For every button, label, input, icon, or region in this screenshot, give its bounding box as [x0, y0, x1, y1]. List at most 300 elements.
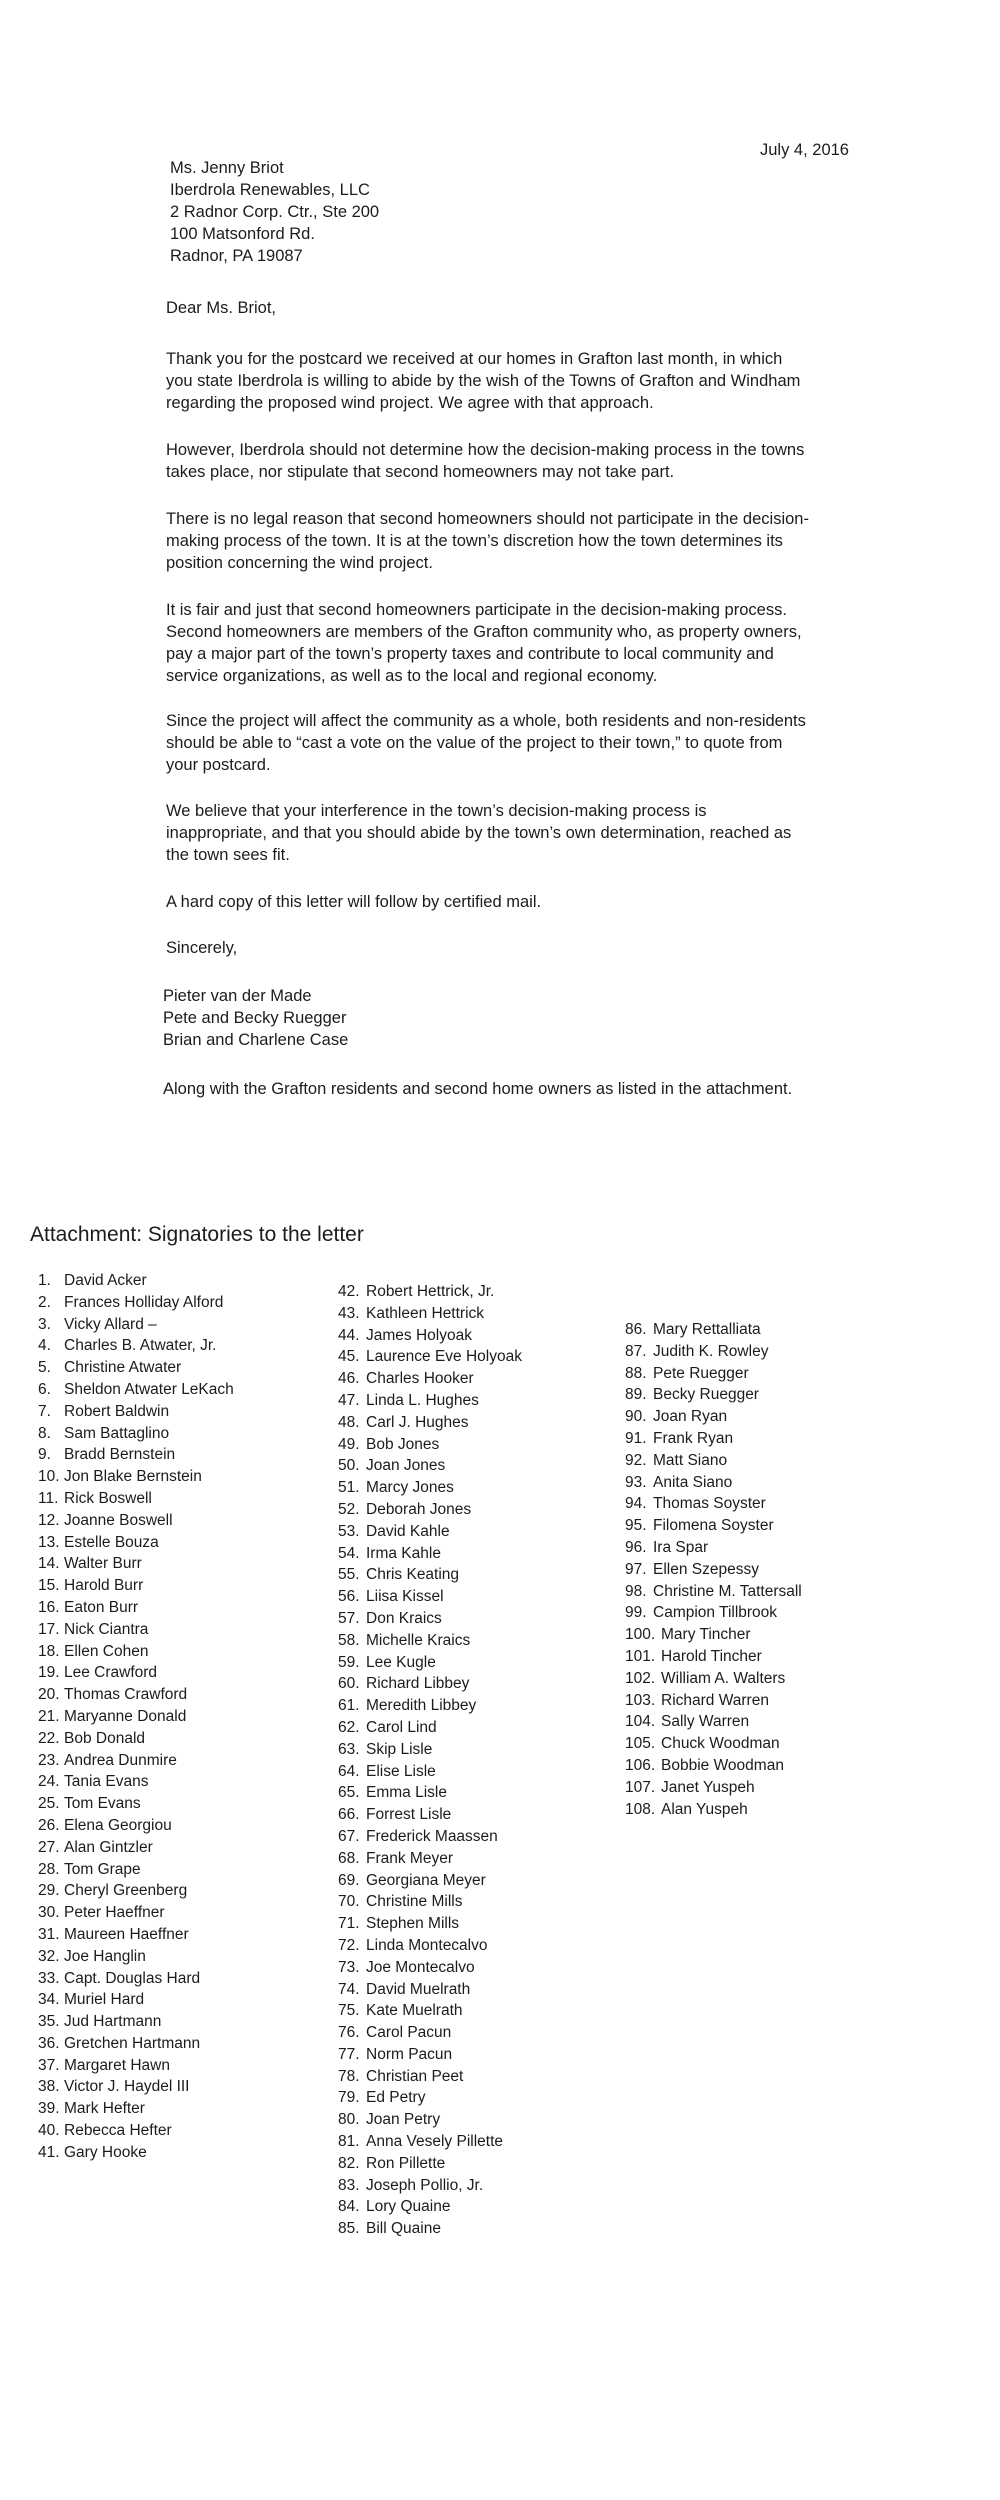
signatory-number: 9.	[38, 1446, 51, 1464]
signatory-number: 25.	[38, 1795, 60, 1813]
signatory-name: Rebecca Hefter	[64, 2122, 172, 2140]
signatory-name: Don Kraics	[366, 1609, 442, 1627]
signatory-name: Irma Kahle	[366, 1544, 441, 1562]
signatory-name: Charles Hooker	[366, 1370, 474, 1388]
signatory-item	[38, 1946, 234, 1968]
signatory-item	[338, 1543, 522, 1565]
signatory-number: 102.	[625, 1669, 656, 1687]
paragraph-line: regarding the proposed wind project. We agree with that approach.	[166, 394, 654, 412]
signatory-number: 65.	[338, 1784, 360, 1802]
signatory-name: Victor J. Haydel III	[64, 2078, 190, 2096]
signatory-number: 4.	[38, 1337, 51, 1355]
address-line: Radnor, PA 19087	[170, 247, 303, 265]
address-line: Iberdrola Renewables, LLC	[170, 181, 370, 199]
signatory-item	[625, 1799, 802, 1821]
signatory-number: 7.	[38, 1402, 51, 1420]
signatory-number: 42.	[338, 1283, 360, 1300]
signatory-name: Harold Burr	[64, 1577, 144, 1595]
signatory-item	[338, 2131, 522, 2153]
signatory-name: Frank Ryan	[653, 1429, 734, 1447]
signatory-number: 98.	[625, 1582, 647, 1600]
signatory-name: Tom Grape	[64, 1860, 141, 1878]
signatory-number: 78.	[338, 2067, 360, 2085]
signatory-number: 38.	[38, 2078, 60, 2096]
signatory-number: 56.	[338, 1588, 360, 1606]
signatory-number: 43.	[338, 1304, 360, 1322]
signatory-number: 71.	[338, 1915, 360, 1933]
signatory-item	[338, 1499, 522, 1521]
signatory-item	[338, 1891, 522, 1913]
signatory-item	[338, 1325, 522, 1347]
signatory-item	[338, 1390, 522, 1412]
signatory-item	[338, 1761, 522, 1783]
signatory-name: Joseph Pollio, Jr.	[366, 2176, 484, 2194]
signatory-number: 2.	[38, 1293, 51, 1311]
signatory-name: Estelle Bouza	[64, 1533, 159, 1551]
signatory-name: James Holyoak	[366, 1326, 472, 1344]
signatory-name: Gary Hooke	[64, 2143, 147, 2161]
signatory-number: 100.	[625, 1626, 656, 1644]
signatory-name: Thomas Crawford	[64, 1686, 188, 1704]
signatory-item	[338, 1979, 522, 2001]
signatory-name: Laurence Eve Holyoak	[366, 1348, 522, 1366]
signatory-number: 49.	[338, 1435, 360, 1453]
signatory-item	[38, 2011, 234, 2033]
signatory-number: 91.	[625, 1429, 647, 1447]
signatory-name: Ed Petry	[366, 2089, 426, 2107]
signatory-name: Alan Yuspeh	[661, 1800, 748, 1818]
signatory-item	[38, 1357, 234, 1379]
signatory-number: 19.	[38, 1664, 60, 1682]
signatory-item	[338, 1673, 522, 1695]
signatory-item	[38, 2098, 234, 2120]
signatory-item	[38, 1597, 234, 1619]
signatory-name: Richard Libbey	[366, 1675, 470, 1693]
signatory-name: Sam Battaglino	[64, 1424, 170, 1442]
signatory-number: 39.	[38, 2100, 60, 2118]
signatory-number: 103.	[625, 1691, 656, 1709]
signatory-name: Bob Donald	[64, 1729, 146, 1747]
signatory-name: Mark Hefter	[64, 2100, 145, 2118]
signatory-item	[625, 1668, 802, 1690]
signatory-name: Vicky Allard –	[64, 1315, 157, 1333]
signatory-item	[338, 1281, 522, 1303]
signatory-item	[625, 1559, 802, 1581]
signatory-number: 76.	[338, 2024, 360, 2042]
signatory-number: 72.	[338, 1936, 360, 1954]
signatory-name: Andrea Dunmire	[64, 1751, 177, 1769]
signatory-number: 89.	[625, 1386, 647, 1404]
body-paragraph	[166, 439, 866, 483]
signatory-name: Tania Evans	[64, 1773, 149, 1791]
signatory-number: 33.	[38, 1969, 60, 1987]
signatory-name: Filomena Soyster	[653, 1517, 774, 1535]
signatory-name: Alan Gintzler	[64, 1838, 153, 1856]
signatory-item	[338, 2109, 522, 2131]
signatory-name: Capt. Douglas Hard	[64, 1969, 201, 1987]
signatory-number: 22.	[38, 1729, 60, 1747]
signatory-number: 63.	[338, 1740, 360, 1758]
signatory-name: Michelle Kraics	[366, 1631, 471, 1649]
paragraph-line: takes place, nor stipulate that second homeowners may not take part.	[166, 463, 675, 481]
signatory-number: 36.	[38, 2034, 60, 2052]
signer-name: Pieter van der Made	[163, 987, 312, 1005]
signatory-item	[38, 1968, 234, 1990]
signatory-name: Bill Quaine	[366, 2220, 441, 2238]
signatory-name: Harold Tincher	[661, 1647, 762, 1665]
signatory-number: 83.	[338, 2176, 360, 2194]
paragraph-line: Second homeowners are members of the Grafton community who, as property owners,	[166, 623, 802, 641]
body-paragraph	[166, 599, 866, 687]
signatory-name: Sheldon Atwater LeKach	[64, 1380, 234, 1398]
signatory-item	[38, 1837, 234, 1859]
signatory-number: 23.	[38, 1751, 60, 1769]
signatory-name: Muriel Hard	[64, 1991, 145, 2009]
signatory-item	[338, 2022, 522, 2044]
signatory-item	[338, 2196, 522, 2218]
signatory-name: Cheryl Greenberg	[64, 1882, 188, 1900]
signatory-number: 30.	[38, 1904, 60, 1922]
signatory-name: Liisa Kissel	[366, 1588, 444, 1606]
paragraph-line: There is no legal reason that second homeowners should not participate in the decision-	[166, 510, 809, 528]
signatory-number: 18.	[38, 1642, 60, 1660]
signatory-number: 47.	[338, 1391, 360, 1409]
signatory-item	[338, 1303, 522, 1325]
signatory-name: Norm Pacun	[366, 2045, 453, 2063]
signatory-item	[338, 1434, 522, 1456]
signatory-number: 73.	[338, 1958, 360, 1976]
signatory-item	[38, 1684, 234, 1706]
signatory-number: 10.	[38, 1468, 60, 1486]
signatory-name: Peter Haeffner	[64, 1904, 165, 1922]
signatory-number: 77.	[338, 2045, 360, 2063]
signatory-item	[338, 1586, 522, 1608]
signatory-name: Joan Jones	[366, 1457, 446, 1475]
signatory-name: Christine M. Tattersall	[653, 1582, 802, 1600]
signatory-name: Frank Meyer	[366, 1849, 453, 1867]
signatory-number: 16.	[38, 1598, 60, 1616]
signatory-number: 35.	[38, 2013, 60, 2031]
signatory-item	[38, 1423, 234, 1445]
paragraph-line: service organizations, as well as to the local and regional economy.	[166, 667, 658, 685]
signatory-item	[38, 1466, 234, 1488]
signatory-item	[338, 1804, 522, 1826]
signatory-name: Becky Ruegger	[653, 1386, 759, 1404]
signatory-item	[38, 1815, 234, 1837]
signatory-item	[338, 2218, 522, 2240]
signatory-number: 105.	[625, 1735, 656, 1753]
signatory-item	[38, 1880, 234, 1902]
signatory-number: 84.	[338, 2198, 360, 2216]
signatory-number: 80.	[338, 2111, 360, 2129]
signatory-item	[38, 2142, 234, 2164]
signatory-item	[625, 1493, 802, 1515]
signatory-item	[338, 1935, 522, 1957]
address-line: 100 Matsonford Rd.	[170, 225, 315, 243]
signatory-item	[38, 1292, 234, 1314]
signatory-number: 88.	[625, 1364, 647, 1382]
signatory-item	[38, 1553, 234, 1575]
signatory-name: Margaret Hawn	[64, 2056, 170, 2074]
signatory-item	[338, 1848, 522, 1870]
signatory-name: Janet Yuspeh	[661, 1778, 755, 1796]
signatory-name: Marcy Jones	[366, 1479, 454, 1497]
signatory-item	[625, 1624, 802, 1646]
signatory-name: Anna Vesely Pillette	[366, 2133, 504, 2151]
paragraph-line: We believe that your interference in the town’s decision-making process is	[166, 802, 707, 820]
signatory-name: David Kahle	[366, 1522, 450, 1540]
body-paragraph	[166, 348, 866, 414]
signatory-name: Linda Montecalvo	[366, 1936, 488, 1954]
signatory-name: Sally Warren	[661, 1713, 750, 1731]
signatory-item	[625, 1755, 802, 1777]
paragraph-line: inappropriate, and that you should abide by the town’s own determination, reached as	[166, 824, 792, 842]
signatory-number: 62.	[338, 1718, 360, 1736]
signatory-number: 48.	[338, 1413, 360, 1431]
signatory-item	[38, 2120, 234, 2142]
signatory-item	[338, 1455, 522, 1477]
signatory-name: Frances Holliday Alford	[64, 1293, 224, 1311]
signatory-name: Deborah Jones	[366, 1500, 472, 1518]
signatory-item	[338, 2175, 522, 2197]
signatory-name: Christine Atwater	[64, 1359, 182, 1377]
signatory-name: Eaton Burr	[64, 1598, 139, 1616]
signatory-name: Jud Hartmann	[64, 2013, 162, 2031]
signatory-item	[38, 1859, 234, 1881]
signatory-name: Linda L. Hughes	[366, 1391, 479, 1409]
signatory-number: 97.	[625, 1560, 647, 1578]
letter-date: July 4, 2016	[760, 141, 849, 159]
signatory-item	[38, 1314, 234, 1336]
signatory-number: 31.	[38, 1925, 60, 1943]
paragraph-line: position concerning the wind project.	[166, 554, 433, 572]
signatory-number: 69.	[338, 1871, 360, 1889]
signatory-number: 20.	[38, 1686, 60, 1704]
signatory-name: Kate Muelrath	[366, 2002, 463, 2020]
signatory-item	[338, 1652, 522, 1674]
signatory-number: 74.	[338, 1980, 360, 1998]
signatory-item	[338, 1477, 522, 1499]
signatory-number: 28.	[38, 1860, 60, 1878]
signatory-item	[38, 1401, 234, 1423]
signatory-item	[338, 1739, 522, 1761]
signatory-name: Carol Pacun	[366, 2024, 452, 2042]
signatory-item	[338, 2044, 522, 2066]
signatory-number: 66.	[338, 1806, 360, 1824]
signatory-number: 52.	[338, 1500, 360, 1518]
signatory-name: Maryanne Donald	[64, 1707, 187, 1725]
signatory-number: 101.	[625, 1647, 656, 1665]
signatory-number: 54.	[338, 1544, 360, 1562]
signatory-item	[38, 1335, 234, 1357]
address-line: 2 Radnor Corp. Ctr., Ste 200	[170, 203, 380, 221]
signatory-number: 24.	[38, 1773, 60, 1791]
signatory-number: 21.	[38, 1707, 60, 1725]
signatory-name: Lory Quaine	[366, 2198, 451, 2216]
signatory-number: 32.	[38, 1947, 60, 1965]
signatory-item	[38, 2033, 234, 2055]
signatory-item	[338, 1913, 522, 1935]
signatory-name: Chris Keating	[366, 1566, 460, 1584]
signatory-number: 46.	[338, 1370, 360, 1388]
signatory-name: Robert Hettrick, Jr.	[366, 1283, 495, 1300]
signatory-number: 96.	[625, 1538, 647, 1556]
signatory-item	[625, 1733, 802, 1755]
signatory-name: Carl J. Hughes	[366, 1413, 469, 1431]
signatory-item	[338, 1630, 522, 1652]
signatory-number: 82.	[338, 2154, 360, 2172]
signatory-number: 41.	[38, 2143, 60, 2161]
signatory-name: David Muelrath	[366, 1980, 471, 1998]
signatory-number: 95.	[625, 1517, 647, 1535]
signatory-item	[625, 1690, 802, 1712]
signatory-item	[38, 1510, 234, 1532]
signatory-name: Lee Kugle	[366, 1653, 436, 1671]
signatory-item	[338, 1412, 522, 1434]
signatory-number: 15.	[38, 1577, 60, 1595]
signatory-number: 13.	[38, 1533, 60, 1551]
signatory-item	[625, 1319, 802, 1341]
signatory-number: 45.	[338, 1348, 360, 1366]
signatory-number: 3.	[38, 1315, 51, 1333]
signatory-column-3	[625, 1319, 802, 1820]
signatory-item	[338, 1521, 522, 1543]
signer-name: Pete and Becky Ruegger	[163, 1009, 347, 1027]
attachment-title: Attachment: Signatories to the letter	[30, 1223, 364, 1246]
signatory-name: Chuck Woodman	[661, 1735, 780, 1753]
signatory-name: William A. Walters	[661, 1669, 786, 1687]
signatory-name: Pete Ruegger	[653, 1364, 749, 1382]
signatory-item	[338, 1695, 522, 1717]
signatory-number: 26.	[38, 1816, 60, 1834]
signatory-number: 58.	[338, 1631, 360, 1649]
signatory-number: 57.	[338, 1609, 360, 1627]
paragraph-line: pay a major part of the town’s property taxes and contribute to local community and	[166, 645, 774, 663]
signatory-item	[38, 1641, 234, 1663]
signatory-item	[338, 1564, 522, 1586]
signatory-item	[38, 1444, 234, 1466]
signatory-number: 87.	[625, 1342, 647, 1360]
signatory-name: Rick Boswell	[64, 1489, 152, 1507]
signers	[163, 985, 348, 1051]
signatory-number: 50.	[338, 1457, 360, 1475]
signatory-number: 40.	[38, 2122, 60, 2140]
signatory-name: Bobbie Woodman	[661, 1756, 784, 1774]
signatory-item	[625, 1646, 802, 1668]
signatory-number: 12.	[38, 1511, 60, 1529]
signatory-number: 68.	[338, 1849, 360, 1867]
signatory-name: Christian Peet	[366, 2067, 464, 2085]
signatory-item	[38, 1270, 234, 1292]
signatory-name: Carol Lind	[366, 1718, 437, 1736]
signatory-number: 86.	[625, 1321, 647, 1338]
signatory-number: 75.	[338, 2002, 360, 2020]
signatory-number: 64.	[338, 1762, 360, 1780]
paragraph-line: your postcard.	[166, 756, 271, 774]
signatory-item	[338, 2087, 522, 2109]
signatory-number: 29.	[38, 1882, 60, 1900]
signatory-name: Ellen Szepessy	[653, 1560, 759, 1578]
signatory-number: 99.	[625, 1604, 647, 1622]
paragraph-line: you state Iberdrola is willing to abide by the wish of the Towns of Grafton and Windham	[166, 372, 801, 390]
signatory-item	[625, 1581, 802, 1603]
signatory-name: Mary Tincher	[661, 1626, 751, 1644]
signatory-name: Thomas Soyster	[653, 1495, 766, 1513]
signatory-name: Frederick Maassen	[366, 1827, 498, 1845]
signatory-number: 34.	[38, 1991, 60, 2009]
signatory-number: 107.	[625, 1778, 656, 1796]
signatory-name: Stephen Mills	[366, 1915, 460, 1933]
signatory-number: 108.	[625, 1800, 656, 1818]
salutation: Dear Ms. Briot,	[166, 299, 277, 317]
paragraph-line: making process of the town. It is at the town’s discretion how the town determines its	[166, 532, 783, 550]
signatory-name: Ellen Cohen	[64, 1642, 149, 1660]
signatory-item	[338, 1957, 522, 1979]
signatory-name: Matt Siano	[653, 1451, 728, 1469]
signatory-item	[38, 1619, 234, 1641]
signatory-name: Jon Blake Bernstein	[64, 1468, 202, 1486]
signatory-item	[625, 1428, 802, 1450]
signatory-item	[338, 1368, 522, 1390]
signatory-number: 67.	[338, 1827, 360, 1845]
signatory-number: 61.	[338, 1697, 360, 1715]
signatory-name: David Acker	[64, 1272, 147, 1289]
signatory-item	[38, 1575, 234, 1597]
signatory-item	[38, 1924, 234, 1946]
recipient-address	[170, 157, 379, 267]
signatory-name: Gretchen Hartmann	[64, 2034, 201, 2052]
paragraph-line: the town sees fit.	[166, 846, 290, 864]
signatory-item	[38, 1793, 234, 1815]
signatory-number: 70.	[338, 1893, 360, 1911]
signatory-item	[625, 1711, 802, 1733]
signatory-item	[38, 1989, 234, 2011]
signatory-number: 59.	[338, 1653, 360, 1671]
signatory-name: Emma Lisle	[366, 1784, 447, 1802]
signatory-name: Walter Burr	[64, 1555, 142, 1573]
signatory-number: 93.	[625, 1473, 647, 1491]
signatory-name: Christine Mills	[366, 1893, 463, 1911]
signatory-number: 94.	[625, 1495, 647, 1513]
paragraph-line: should be able to “cast a vote on the value of the project to their town,” to quote from	[166, 734, 783, 752]
signatory-number: 1.	[38, 1272, 51, 1289]
signatory-number: 90.	[625, 1408, 647, 1426]
signatory-item	[38, 1728, 234, 1750]
paragraph-line: It is fair and just that second homeowners participate in the decision-making process.	[166, 601, 787, 619]
signatory-number: 44.	[338, 1326, 360, 1344]
signatory-item	[338, 1608, 522, 1630]
signatory-number: 81.	[338, 2133, 360, 2151]
signatory-item	[625, 1450, 802, 1472]
signatory-column-1	[38, 1270, 234, 2164]
signatory-item	[625, 1384, 802, 1406]
signatory-number: 5.	[38, 1359, 51, 1377]
body-paragraph	[166, 800, 866, 866]
signatory-name: Meredith Libbey	[366, 1697, 477, 1715]
signatory-name: Joanne Boswell	[64, 1511, 173, 1529]
signatory-item	[38, 2055, 234, 2077]
signatory-name: Lee Crawford	[64, 1664, 158, 1682]
closing	[166, 937, 866, 959]
signatory-item	[338, 1870, 522, 1892]
signatory-item	[625, 1602, 802, 1624]
address-line: Ms. Jenny Briot	[170, 159, 284, 177]
signatory-item	[338, 2000, 522, 2022]
body-paragraph	[166, 508, 866, 574]
signatory-item	[625, 1341, 802, 1363]
signatory-name: Mary Rettalliata	[653, 1321, 761, 1338]
signatory-name: Campion Tillbrook	[653, 1604, 778, 1622]
